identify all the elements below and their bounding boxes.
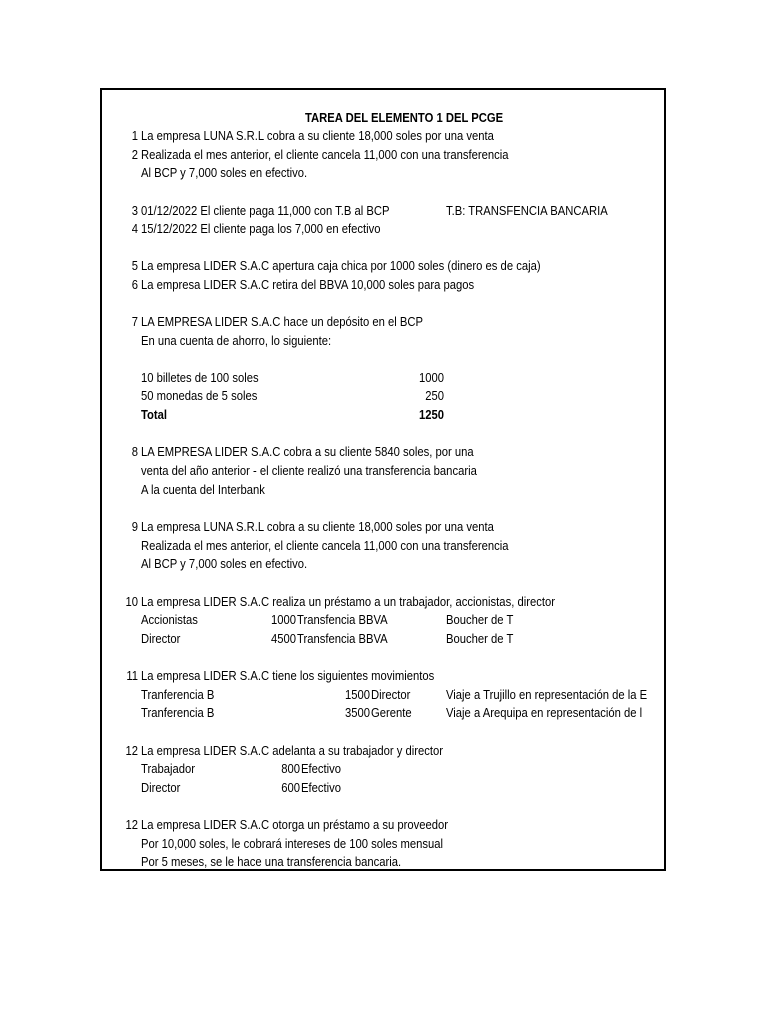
- item-text: LA EMPRESA LIDER S.A.C hace un depósito en el BCP: [141, 315, 424, 329]
- advance-method: Efectivo: [301, 762, 342, 776]
- loan-method: Transfencia BBVA: [297, 613, 388, 627]
- item-number: 6: [131, 278, 138, 292]
- item-text: Realizada el mes anterior, el cliente cancela 11,000 con una transferencia: [141, 539, 509, 553]
- deposit-label: 50 monedas de 5 soles: [141, 389, 258, 403]
- movement-person: Director: [371, 688, 411, 702]
- item-number: 10: [125, 595, 138, 609]
- deposit-total-amount: 1250: [418, 408, 444, 422]
- movement-amount: 1500: [344, 688, 370, 702]
- document-title: TAREA DEL ELEMENTO 1 DEL PCGE: [305, 111, 504, 125]
- deposit-label: 10 billetes de 100 soles: [141, 371, 259, 385]
- item-number: 12: [125, 744, 138, 758]
- item-number: 8: [131, 445, 138, 459]
- deposit-total-label: Total: [141, 408, 168, 422]
- loan-recipient: Director: [141, 632, 181, 646]
- loan-document: Boucher de T: [446, 613, 514, 627]
- item-text: 01/12/2022 El cliente paga 11,000 con T.B al BCP: [141, 204, 390, 218]
- advance-amount: 800: [281, 762, 300, 776]
- item-text: 15/12/2022 El cliente paga los 7,000 en efectivo: [141, 222, 381, 236]
- loan-recipient: Accionistas: [141, 613, 198, 627]
- advance-amount: 600: [281, 781, 300, 795]
- movement-description: Viaje a Trujillo en representación de la E: [446, 688, 648, 702]
- item-number: 4: [131, 222, 138, 236]
- movement-type: Tranferencia B: [141, 688, 215, 702]
- item-text: En una cuenta de ahorro, lo siguiente:: [141, 334, 332, 348]
- item-text: venta del año anterior - el cliente realizó una transferencia bancaria: [141, 464, 477, 478]
- item-text: Al BCP y 7,000 soles en efectivo.: [141, 557, 308, 571]
- deposit-amount: 1000: [418, 371, 444, 385]
- item-text: La empresa LIDER S.A.C otorga un préstamo a su proveedor: [141, 818, 449, 832]
- advance-method: Efectivo: [301, 781, 342, 795]
- item-text: Realizada el mes anterior, el cliente cancela 11,000 con una transferencia: [141, 148, 509, 162]
- movement-person: Gerente: [371, 706, 412, 720]
- item-number: 2: [131, 148, 138, 162]
- item-number: 1: [131, 129, 138, 143]
- item-text: Al BCP y 7,000 soles en efectivo.: [141, 166, 308, 180]
- loan-amount: 4500: [270, 632, 296, 646]
- advance-recipient: Trabajador: [141, 762, 195, 776]
- item-number: 7: [131, 315, 138, 329]
- movement-description: Viaje a Arequipa en representación de l: [446, 706, 643, 720]
- item-text: La empresa LIDER S.A.C apertura caja chica por 1000 soles (dinero es de caja): [141, 259, 541, 273]
- movement-amount: 3500: [344, 706, 370, 720]
- loan-amount: 1000: [270, 613, 296, 627]
- movement-type: Tranferencia B: [141, 706, 215, 720]
- item-text: Por 10,000 soles, le cobrará intereses de 100 soles mensual: [141, 837, 444, 851]
- item-number: 9: [131, 520, 138, 534]
- item-text: La empresa LIDER S.A.C retira del BBVA 10,000 soles para pagos: [141, 278, 475, 292]
- item-number: 12: [125, 818, 138, 832]
- loan-method: Transfencia BBVA: [297, 632, 388, 646]
- item-text: La empresa LIDER S.A.C tiene los siguientes movimientos: [141, 669, 435, 683]
- item-text: A la cuenta del Interbank: [141, 483, 265, 497]
- item-number: 5: [131, 259, 138, 273]
- deposit-amount: 250: [425, 389, 444, 403]
- document-page: [100, 88, 666, 871]
- item-text: LA EMPRESA LIDER S.A.C cobra a su cliente 5840 soles, por una: [141, 445, 474, 459]
- item-text: Por 5 meses, se le hace una transferencia bancaria.: [141, 855, 402, 869]
- item-number: 11: [126, 669, 138, 683]
- item-text: La empresa LIDER S.A.C adelanta a su trabajador y director: [141, 744, 444, 758]
- item-text: La empresa LUNA S.R.L cobra a su cliente 18,000 soles por una venta: [141, 520, 494, 534]
- loan-document: Boucher de T: [446, 632, 514, 646]
- item-number: 3: [131, 204, 138, 218]
- abbreviation-note: T.B: TRANSFENCIA BANCARIA: [446, 204, 608, 218]
- item-text: La empresa LIDER S.A.C realiza un préstamo a un trabajador, accionistas, director: [141, 595, 555, 609]
- item-text: La empresa LUNA S.R.L cobra a su cliente 18,000 soles por una venta: [141, 129, 494, 143]
- advance-recipient: Director: [141, 781, 181, 795]
